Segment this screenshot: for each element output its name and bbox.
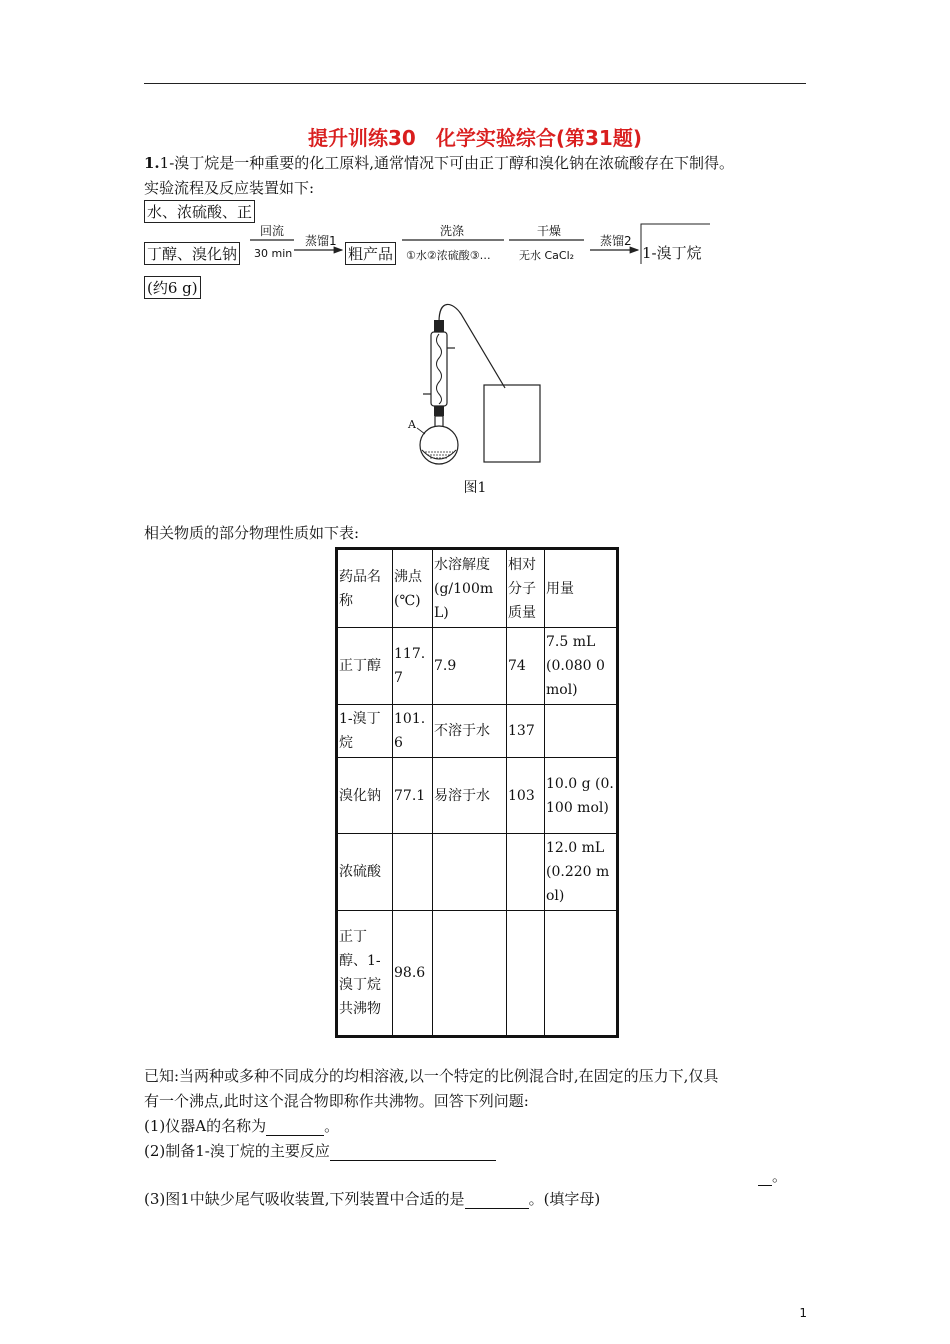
- table-cell: 137: [507, 705, 545, 758]
- answer-blank-2-end[interactable]: [758, 1167, 772, 1186]
- table-cell: 1-溴丁烷: [337, 705, 393, 758]
- flow-arrows: [144, 198, 724, 298]
- label-a: A: [408, 418, 416, 431]
- table-cell: 101.6: [393, 705, 433, 758]
- apparatus-drawing: [395, 300, 555, 470]
- question-intro-text: 1-溴丁烷是一种重要的化工原料,通常情况下可由正丁醇和溴化钠在浓硫酸存在下制得。: [159, 154, 735, 172]
- table-cell: 98.6: [393, 911, 433, 1037]
- beaker: [484, 385, 540, 462]
- flow-reactant-line2: 丁醇、溴化钠: [144, 242, 240, 265]
- header-solubility: 水溶解度(g/100mL): [433, 549, 507, 628]
- flow-step3-condition: ①水②浓硫酸③…: [406, 249, 491, 262]
- sub-question-3-end: 。(填字母): [528, 1190, 601, 1208]
- sub-question-2-end: 。: [772, 1167, 788, 1185]
- table-row: [337, 834, 618, 911]
- answer-blank-1[interactable]: [266, 1117, 324, 1136]
- table-cell: 溴化钠: [337, 758, 393, 834]
- flow-intermediate: 粗产品: [345, 242, 396, 265]
- gas-tube: [439, 304, 505, 388]
- table-intro: 相关物质的部分物理性质如下表:: [144, 524, 360, 542]
- process-flowchart: [144, 198, 724, 298]
- table-cell: [507, 834, 545, 911]
- table-row: [337, 911, 618, 1037]
- sub-question-1-text: (1)仪器A的名称为: [144, 1117, 267, 1135]
- table-cell: [433, 834, 507, 911]
- table-cell: 103: [507, 758, 545, 834]
- sub-question-3: [144, 1188, 600, 1209]
- table-cell: 77.1: [393, 758, 433, 834]
- question-number: 1.: [144, 154, 160, 172]
- known-line2: 有一个沸点,此时这个混合物即称作共沸物。回答下列问题:: [144, 1092, 529, 1110]
- table-cell: 74: [507, 628, 545, 705]
- page-title: 提升训练30 化学实验综合(第31题): [308, 126, 642, 150]
- properties-table: [335, 547, 619, 1038]
- question-intro-line2: 实验流程及反应装置如下:: [144, 179, 315, 197]
- flow-reactant-line1: 水、浓硫酸、正: [144, 200, 255, 223]
- condenser-jacket: [431, 332, 447, 406]
- table-cell: 12.0 mL (0.220 mol): [545, 834, 618, 911]
- known-line1: 已知:当两种或多种不同成分的均相溶液,以一个特定的比例混合时,在固定的压力下,仅具: [144, 1067, 719, 1085]
- flow-step3-label: 洗涤: [440, 224, 465, 238]
- condenser-stopper: [434, 320, 444, 332]
- page-number: 1: [799, 1306, 807, 1320]
- table-cell: [507, 911, 545, 1037]
- flow-step1-label: 回流: [260, 224, 285, 238]
- header-molar-mass: 相对分子质量: [507, 549, 545, 628]
- answer-blank-2[interactable]: [330, 1142, 496, 1161]
- table-cell: 117.7: [393, 628, 433, 705]
- table-cell: [393, 834, 433, 911]
- flask-joint: [434, 406, 444, 416]
- sub-question-2-continuation: [758, 1165, 787, 1186]
- condenser-coil: [437, 334, 442, 404]
- flow-step1-condition: 30 min: [254, 247, 293, 260]
- figure-reflux-apparatus: [395, 300, 555, 470]
- sub-question-1-end: 。: [324, 1117, 340, 1135]
- flow-step2-label: 蒸馏1: [305, 234, 337, 248]
- flow-step4-label: 干燥: [537, 224, 562, 238]
- table-cell: 7.9: [433, 628, 507, 705]
- table-cell: 正丁醇、1-溴丁烷共沸物: [337, 911, 393, 1037]
- table-row: [337, 705, 618, 758]
- header-name: 药品名称: [337, 549, 393, 628]
- header-rule: [144, 83, 806, 84]
- flow-product-bracket: [641, 224, 710, 264]
- sub-question-1: [144, 1115, 339, 1136]
- table-cell: 不溶于水: [433, 705, 507, 758]
- table-row: [337, 758, 618, 834]
- table-row: [337, 628, 618, 705]
- flow-step4-condition: 无水 CaCl₂: [519, 249, 575, 262]
- table-cell: [433, 911, 507, 1037]
- table-cell: 易溶于水: [433, 758, 507, 834]
- question-intro-line1: [144, 152, 734, 173]
- table-cell: [545, 705, 618, 758]
- flow-step5-label: 蒸馏2: [600, 234, 632, 248]
- table-header-row: [337, 549, 618, 628]
- flow-reactant-line3: (约6 g): [144, 276, 201, 299]
- header-boiling-point: 沸点(℃): [393, 549, 433, 628]
- table-cell: 浓硫酸: [337, 834, 393, 911]
- table-cell: 正丁醇: [337, 628, 393, 705]
- table-cell: 10.0 g (0.100 mol): [545, 758, 618, 834]
- label-a-leader: [417, 428, 425, 434]
- flow-product: 1-溴丁烷: [642, 244, 702, 262]
- table-cell: [545, 911, 618, 1037]
- sub-question-2-text: (2)制备1-溴丁烷的主要反应: [144, 1142, 330, 1160]
- answer-blank-3[interactable]: [465, 1190, 529, 1209]
- sub-question-3-text: (3)图1中缺少尾气吸收装置,下列装置中合适的是: [144, 1190, 465, 1208]
- header-amount: 用量: [545, 549, 618, 628]
- figure-caption: 图1: [463, 480, 487, 496]
- sub-question-2: [144, 1140, 496, 1161]
- table-cell: 7.5 mL (0.080 0 mol): [545, 628, 618, 705]
